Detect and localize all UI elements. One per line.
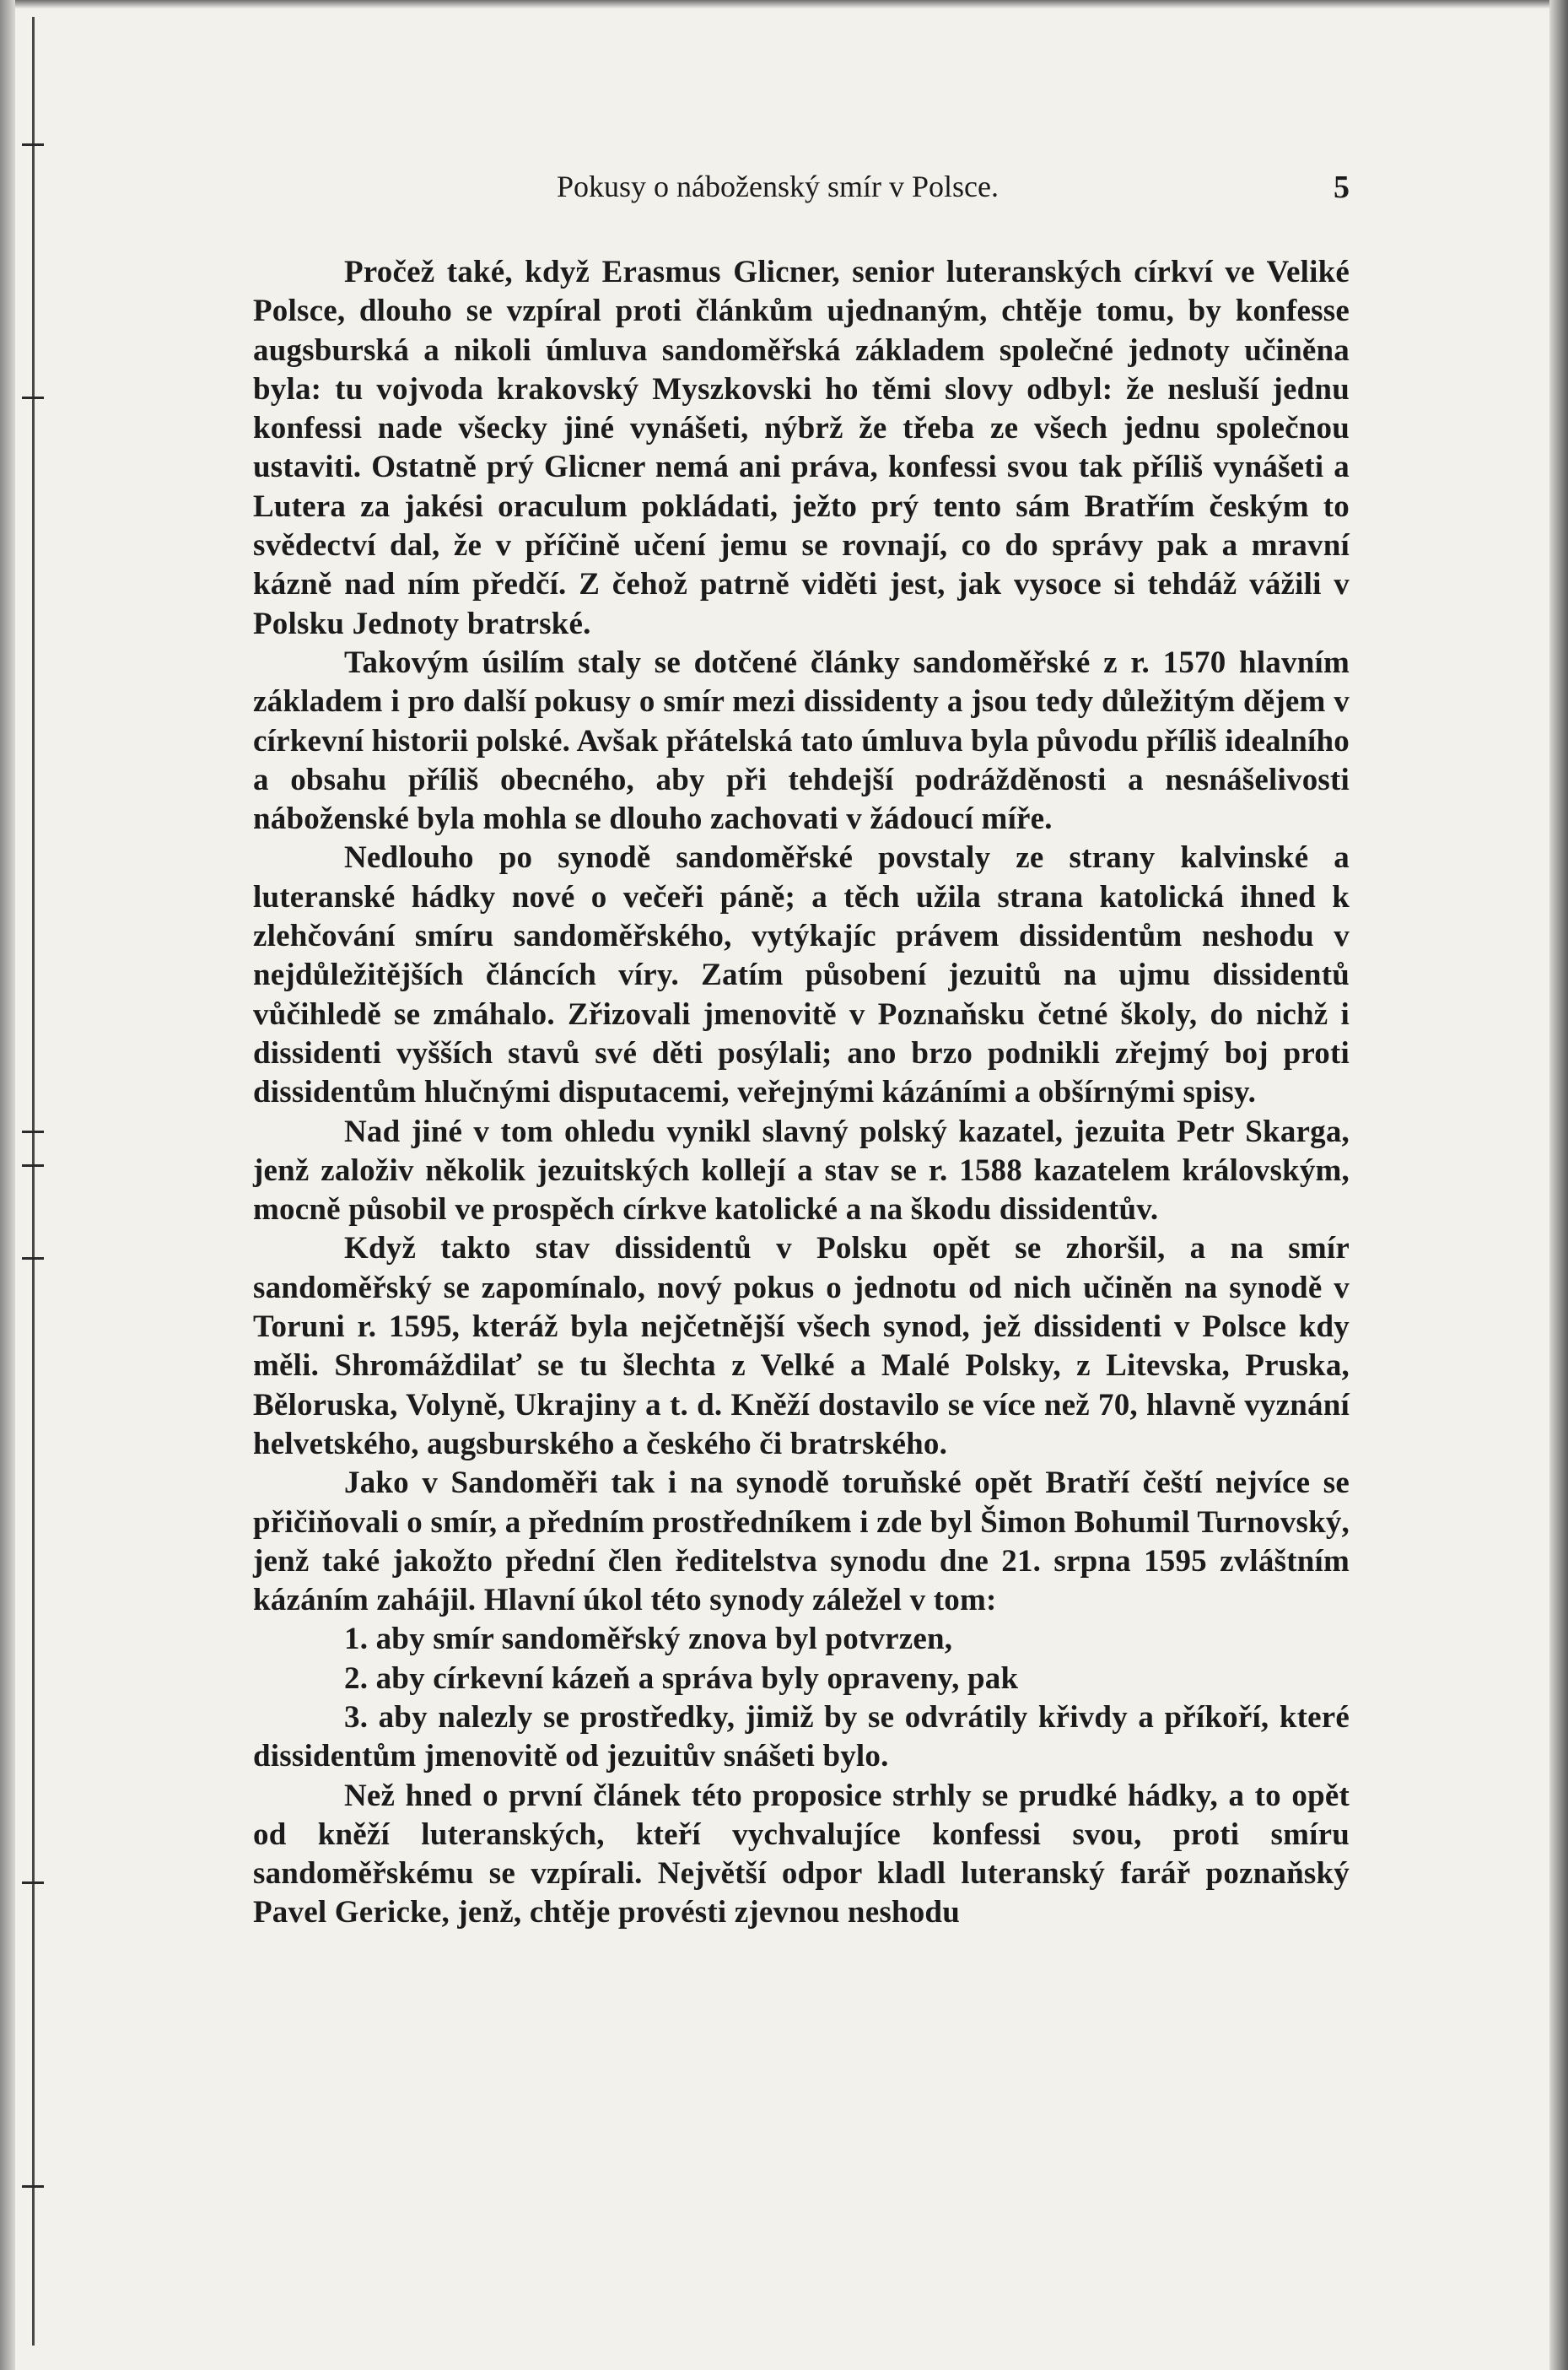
- body-text: [253, 253, 1350, 1933]
- paragraph: Nad jiné v tom ohledu vynikl slavný polský kazatel, jezuita Petr Skarga, jenž založiv několik jezuitských kollejí a stav se r. 1588 kazatelem královským, mocně působil ve prospěch církve katolické a na škodu dissidentův.: [253, 1114, 1350, 1228]
- binding-mark: [22, 143, 44, 146]
- running-title: Pokusy o náboženský smír v Polsce.: [557, 170, 999, 203]
- page-number: 5: [1334, 170, 1350, 205]
- paragraph: Pročež také, když Erasmus Glicner, senior luteranských církví ve Veliké Polsce, dlouho se vzpíral proti článkům ujednaným, chtěje tomu, by konfesse augsburská a nikoli úmluva sandoměřská základem společné jednoty učiněna byla: tu vojvoda krakovský Myszkovski ho těmi slovy odbyl: že nesluší jednu konfessi nade všecky jiné vynášeti, nýbrž že třeba ze všech jednu společnou ustaviti. Ostatně prý Glicner nemá ani práva, konfessi svou tak příliš vynášeti a Lutera za jakési oraculum pokládati, ježto prý tento sám Bratřím českým to svědectví dal, že v příčině učení jemu se rovnají, co do správy pak a mravní kázně nad ním předčí. Z čehož patrně viděti jest, jak vysoce si tehdáž vážili v Polsku Jednoty bratrské.: [253, 255, 1350, 641]
- binding-mark: [22, 2185, 44, 2188]
- list-item: 1. aby smír sandoměřský znova byl potvrzen,: [344, 1622, 953, 1657]
- paragraph: Než hned o první článek této proposice strhly se prudké hádky, a to opět od kněží luteranských, kteří vychvalujíce konfessi svou, proti smíru sandoměřskému se vzpírali. Největší odpor kladl luteranský farář poznaňský Pavel Gericke, jenž, chtěje provésti zjevnou neshodu: [253, 1778, 1350, 1930]
- running-head: [253, 169, 1350, 219]
- scan-left-edge: [0, 0, 15, 2370]
- binding-mark: [22, 1164, 44, 1167]
- binding-mark: [22, 397, 44, 399]
- paragraph: Když takto stav dissidentů v Polsku opět se zhoršil, a na smír sandoměřský se zapomínalo, nový pokus o jednotu od nich učiněn na synodě v Toruni r. 1595, kteráž byla nejčetnější všech synod, jež dissidenti v Polsce kdy měli. Shromáždilať se tu šlechta z Velké a Malé Polsky, z Litevska, Pruska, Běloruska, Volyně, Ukrajiny a t. d. Kněží dostavilo se více než 70, hlavně vyznání helvetského, augsburského a českého či bratrského.: [253, 1231, 1350, 1461]
- binding-mark: [22, 1257, 44, 1260]
- paragraph: Jako v Sandoměři tak i na synodě toruňské opět Bratří čeští nejvíce se přičiňovali o smír, a předním prostředníkem i zde byl Šimon Bohumil Turnovský, jenž také jakožto přední člen ředitelstva synodu dne 21. srpna 1595 zvláštním kázáním zahájil. Hlavní úkol této synody záležel v tom:: [253, 1466, 1350, 1618]
- scan-top-edge: [0, 0, 1568, 8]
- binding-mark: [22, 1131, 44, 1133]
- paragraph: Takovým úsilím staly se dotčené články sandoměřské z r. 1570 hlavním základem i pro další pokusy o smír mezi dissidenty a jsou tedy důležitým dějem v církevní historii polské. Avšak přátelská tato úmluva byla původu příliš idealního a obsahu příliš obecného, aby při tehdejší podrážděnosti a nesnášelivosti náboženské byla mohla se dlouho zachovati v žádoucí míře.: [253, 645, 1350, 837]
- list-item: 2. aby církevní kázeň a správa byly opraveny, pak: [344, 1660, 1019, 1696]
- book-page: [253, 169, 1350, 1933]
- binding-thread-line: [32, 17, 35, 2346]
- paragraph: Nedlouho po synodě sandoměřské povstaly ze strany kalvinské a luteranské hádky nové o večeři páně; a těch užila strana katolická ihned k zlehčování smíru sandoměřského, vytýkajíc právem dissidentům neshodu v nejdůležitějších článcích víry. Zatím působení jezuitů na ujmu dissidentů vůčihledě se zmáhalo. Zřizovali jmenovitě v Poznaňsku četné školy, do nichž i dissidenti vyšších stavů své děti posýlali; ano brzo podnikli zřejmý boj proti dissidentům hlučnými disputacemi, veřejnými kázáními a obšírnými spisy.: [253, 840, 1350, 1110]
- binding-mark: [22, 1881, 44, 1884]
- list-item: 3. aby nalezly se prostředky, jimiž by se odvrátily křivdy a příkoří, které dissidentům jmenovitě od jezuitův snášeti bylo.: [253, 1699, 1350, 1774]
- scan-right-edge: [1549, 0, 1568, 2370]
